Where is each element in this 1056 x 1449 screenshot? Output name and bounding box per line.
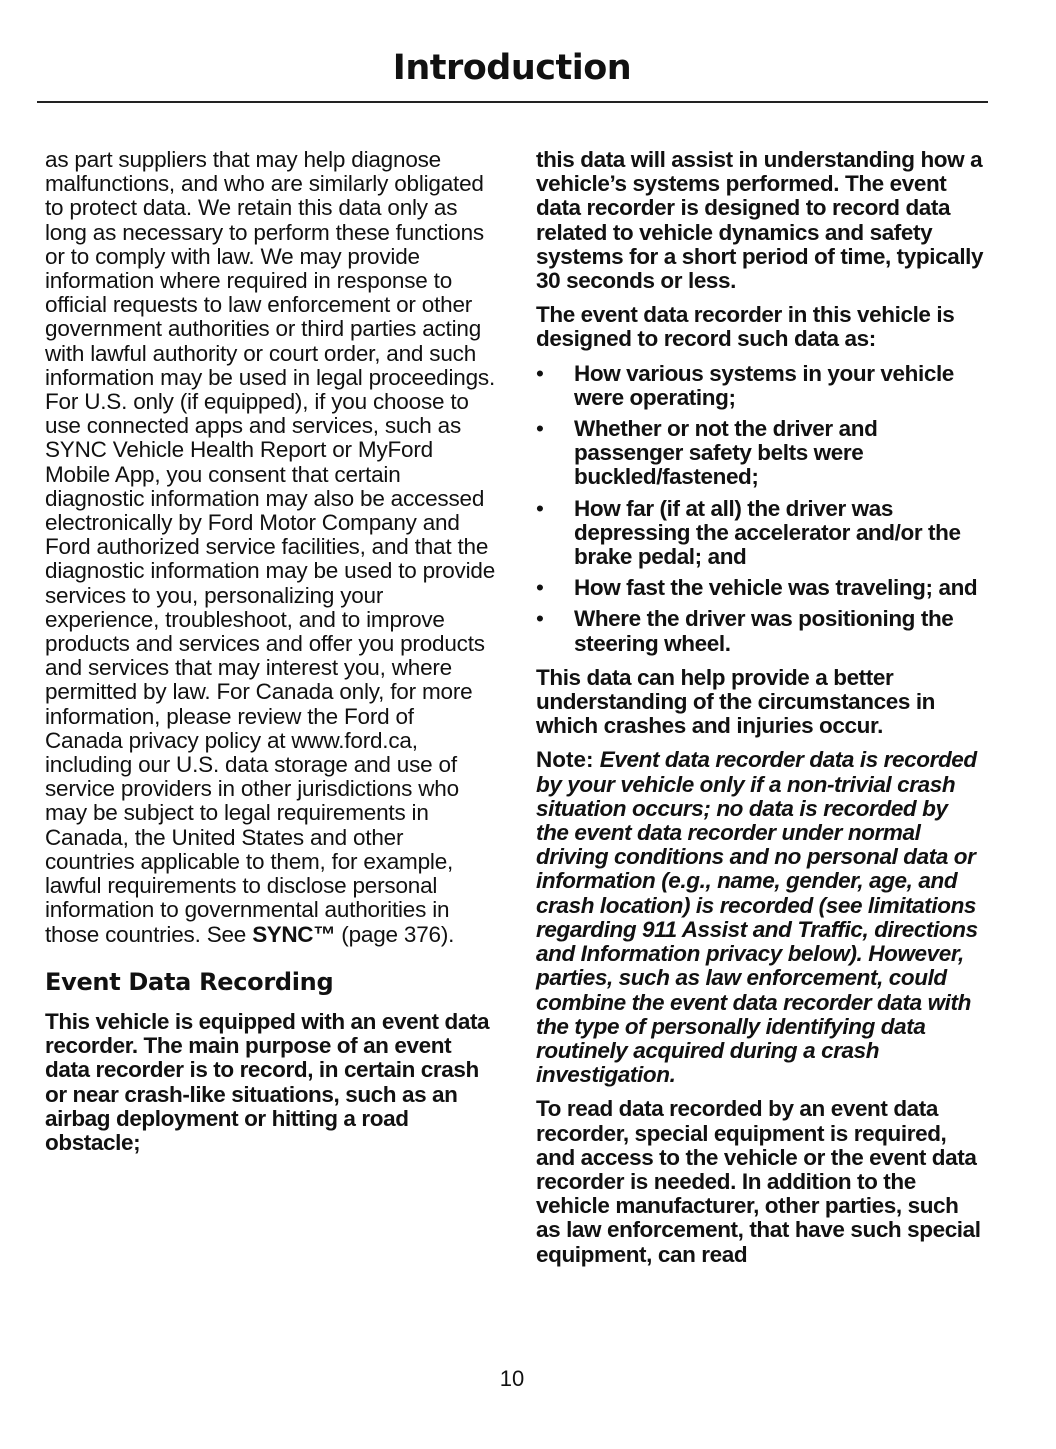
edr-understanding-paragraph: This data can help provide a better understanding of the circumstances in which crashes and injuries occur. (536, 664, 936, 739)
edr-intro-paragraph: This vehicle is equipped with an event data recorder. The main purpose of an event data recorder is to record, in certain crash or near crash-like situations, such as an airbag deployment or hitting a road obstacle; (45, 1008, 490, 1155)
left-column (45, 148, 497, 1165)
edr-data-list (536, 362, 984, 656)
bullet-icon: • (536, 360, 544, 386)
note-paragraph (536, 748, 984, 1087)
bullet-icon: • (536, 606, 544, 632)
list-item (536, 362, 984, 410)
bullet-icon: • (536, 495, 544, 521)
right-column (536, 148, 984, 1277)
list-item (536, 607, 984, 655)
list-item-text: How various systems in your vehicle were operating; (574, 360, 954, 410)
edr-data-intro: The event data recorder in this vehicle is designed to record such data as: (536, 302, 955, 352)
list-item (536, 576, 984, 600)
list-item-text: How far (if at all) the driver was depressing the accelerator and/or the brake pedal; and (574, 495, 961, 570)
edr-access-paragraph: To read data recorded by an event data recorder, special equipment is required, and access to the vehicle or the event data recorder is needed. In addition to the vehicle manufacturer, other parties, such as law enforcement, that have such special equipment, can read (536, 1096, 981, 1267)
section-heading: Event Data Recording (45, 967, 334, 996)
note-label: Note: (536, 747, 594, 773)
bullet-icon: • (536, 575, 544, 601)
sync-link[interactable]: SYNC™ (252, 921, 336, 947)
header-divider (37, 101, 988, 103)
page-reference: (page 376). (341, 921, 455, 947)
bullet-icon: • (536, 416, 544, 442)
edr-purpose-paragraph: this data will assist in understanding how a vehicle’s systems performed. The event data recorder is designed to record data related to vehicle dynamics and safety systems for a short period of time, typically 30 seconds or less. (536, 147, 984, 294)
left-paragraph-text: as part suppliers that may help diagnose malfunctions, and who are similarly obligated to protect data. We retain this data only as long as necessary to perform these functions or to comply with law. We may provide information where required in response to official requests to law enforcement or other government authorities or third parties acting with lawful authority or court order, and such information may be used in legal proceedings. For U.S. only (if equipped), if you choose to use connected apps and services, such as SYNC Vehicle Health Report or MyFord Mobile App, you consent that certain diagnostic information may also be accessed electronically by Ford Motor Company and Ford authorized service facilities, and that the diagnostic information may be used to provide services to you, personalizing your experience, troubleshoot, and to improve products and services and offer you products and services that may interest you, where permitted by law. For Canada only, for more information, please review the Ford of Canada privacy policy at www.ford.ca, including our U.S. data storage and use of service providers in other jurisdictions who may be subject to legal requirements in Canada, the United States and other countries applicable to them, for example, lawful requirements to disclose personal information to governmental authorities in those countries. See (45, 147, 496, 947)
list-item (536, 497, 984, 570)
list-item-text: Whether or not the driver and passenger safety belts were buckled/fastened; (574, 416, 878, 490)
page-number: 10 (499, 1366, 525, 1391)
list-item-text: Where the driver was positioning the steering wheel. (574, 606, 954, 656)
list-item (536, 417, 984, 490)
note-text: Event data recorder data is recorded by your vehicle only if a non-trivial crash situation occurs; no data is recorded by the event data recorder under normal driving conditions and no personal data or information (e.g., name, gender, age, and crash location) is recorded (see limitations regarding 911 Assist and Traffic, directions and Information privacy below). However, parties, such as law enforcement, could combine the event data recorder data with the type of personally identifying data routinely acquired during a crash investigation. (536, 747, 978, 1088)
list-item-text: How fast the vehicle was traveling; and (574, 575, 978, 601)
page-title: Introduction (392, 48, 632, 88)
left-paragraph (45, 148, 497, 947)
